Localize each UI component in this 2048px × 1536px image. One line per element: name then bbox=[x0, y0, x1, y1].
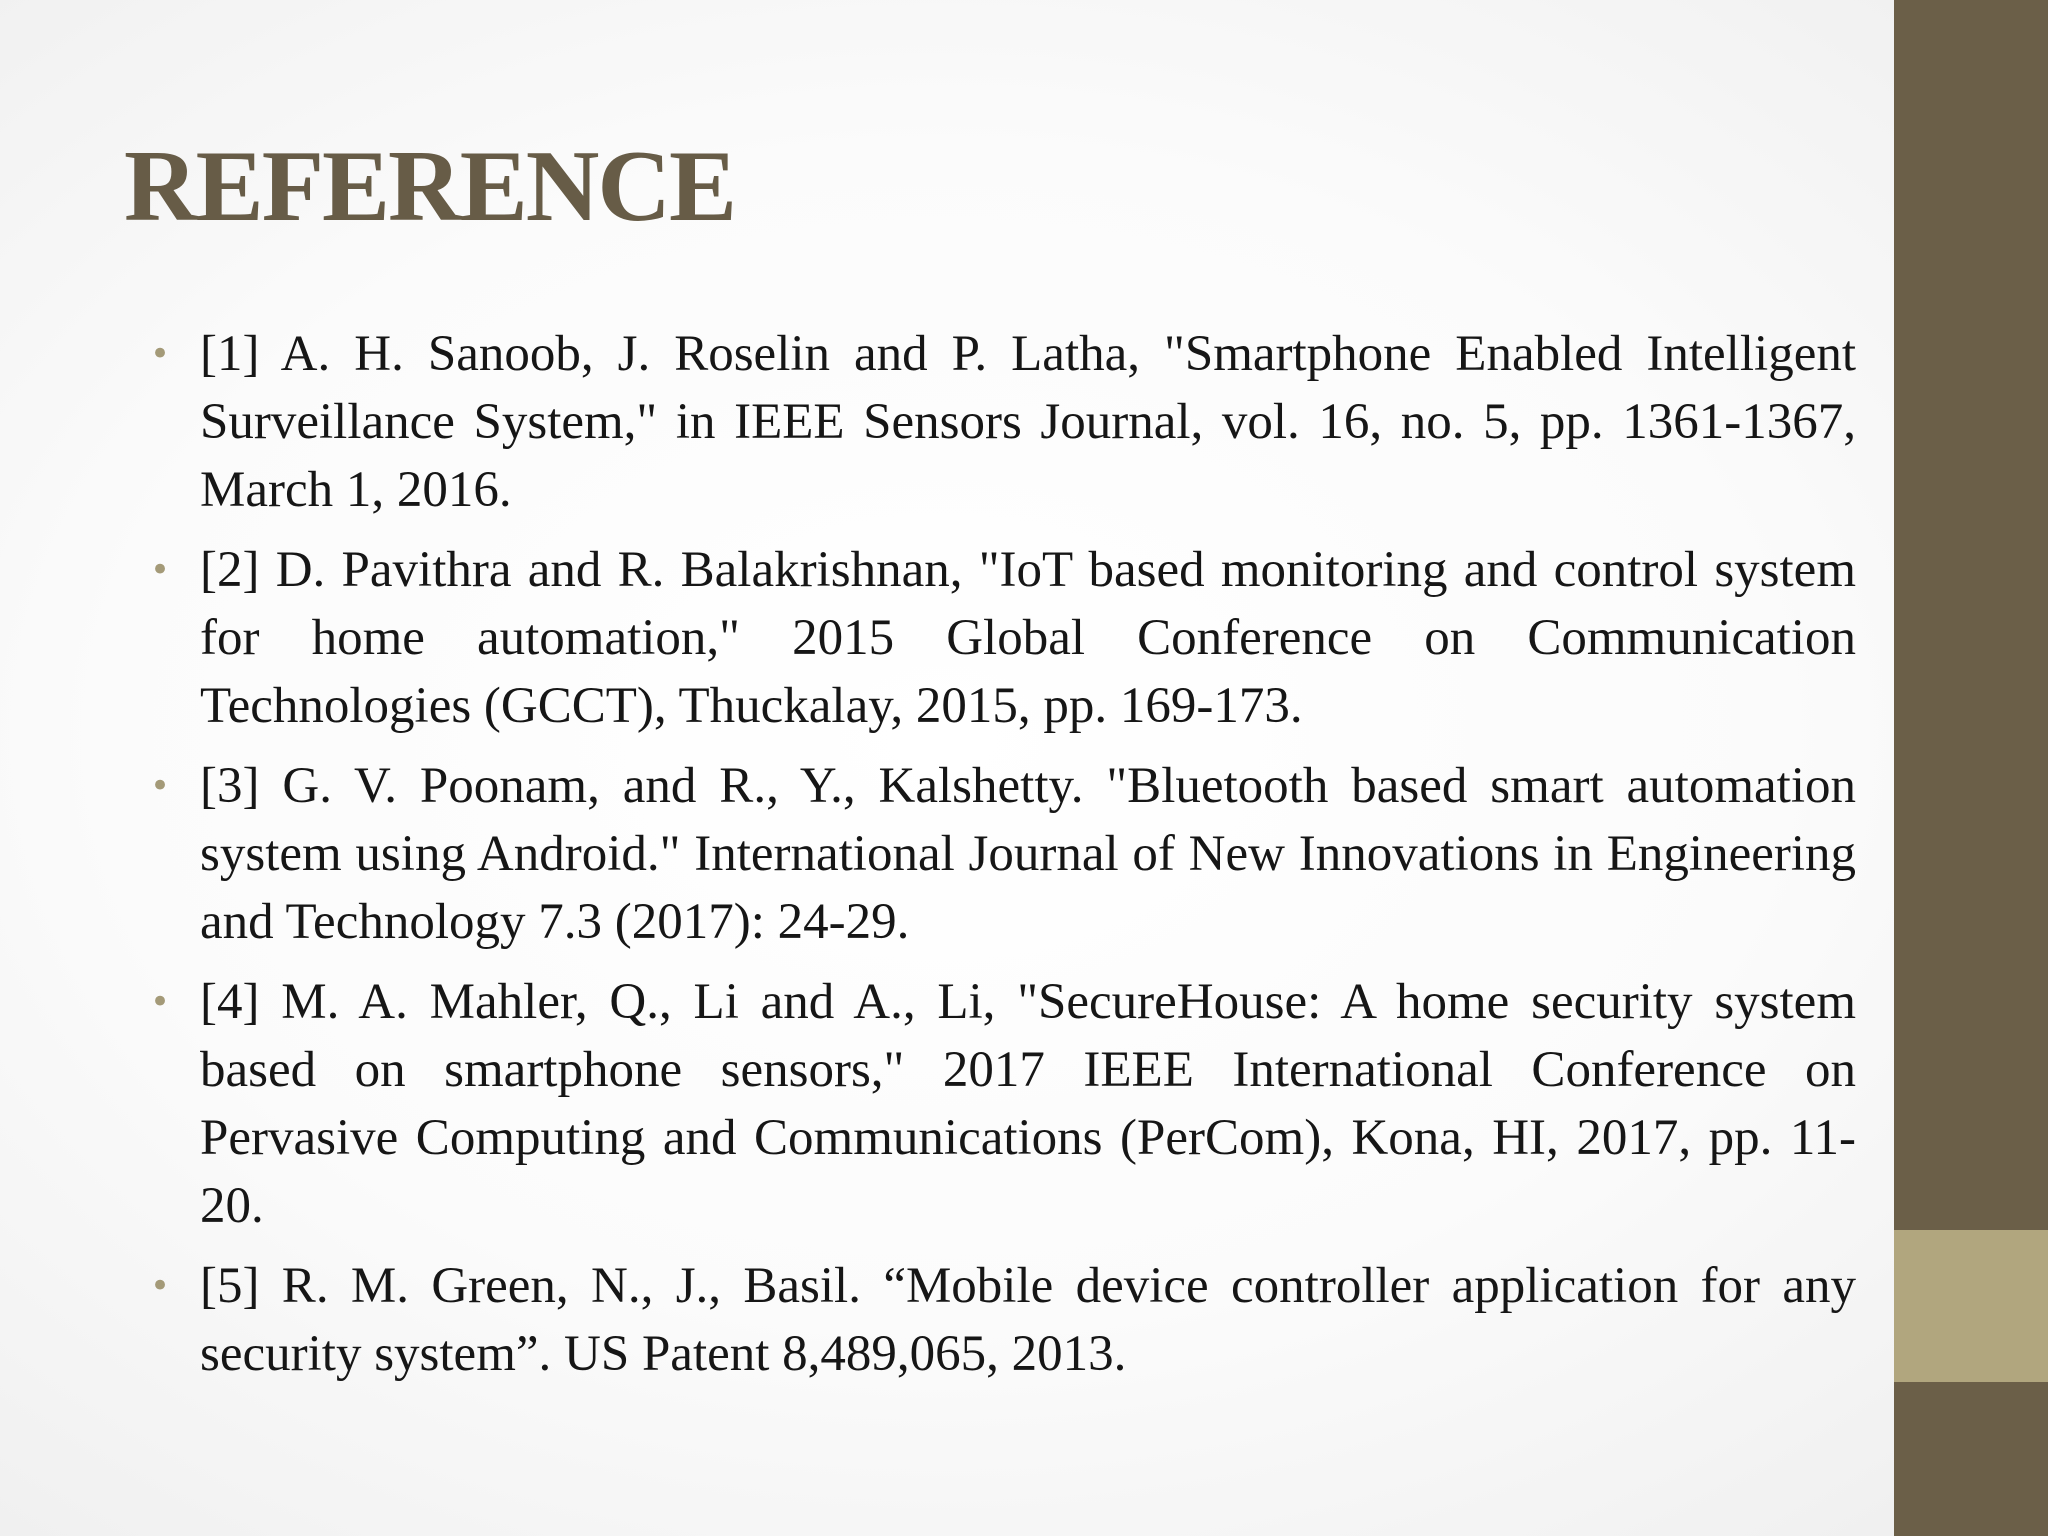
reference-text: [4] M. A. Mahler, Q., Li and A., Li, "SecureHouse: A home security system based on smartphone sensors," 2017 IEEE International Conference on Pervasive Computing and Communications (PerCom), Kona, HI, 2017, pp. 11-20. bbox=[200, 974, 1856, 1234]
reference-item bbox=[150, 320, 1856, 524]
reference-text: [3] G. V. Poonam, and R., Y., Kalshetty. "Bluetooth based smart automation system using Android." International Journal of New Innovations in Engineering and Technology 7.3 (2017): 24-29. bbox=[200, 758, 1856, 950]
bullet-icon: • bbox=[150, 550, 171, 590]
bullet-icon: • bbox=[150, 982, 171, 1022]
reference-item bbox=[150, 968, 1856, 1240]
reference-item bbox=[150, 1252, 1856, 1388]
bullet-icon: • bbox=[150, 1266, 171, 1306]
decorative-sidebar bbox=[1894, 0, 2048, 1536]
reference-text: [2] D. Pavithra and R. Balakrishnan, "IoT based monitoring and control system for home automation," 2015 Global Conference on Communication Technologies (GCCT), Thuckalay, 2015, pp. 169-173. bbox=[200, 542, 1856, 734]
bullet-icon: • bbox=[150, 766, 171, 806]
slide-title: REFERENCE bbox=[124, 130, 736, 243]
reference-text: [5] R. M. Green, N., J., Basil. “Mobile device controller application for any security system”. US Patent 8,489,065, 2013. bbox=[200, 1258, 1856, 1382]
reference-item bbox=[150, 752, 1856, 956]
reference-item bbox=[150, 536, 1856, 740]
bullet-icon: • bbox=[150, 334, 171, 374]
reference-list bbox=[150, 320, 1856, 1400]
reference-text: [1] A. H. Sanoob, J. Roselin and P. Latha, "Smartphone Enabled Intelligent Surveillance System," in IEEE Sensors Journal, vol. 16, no. 5, pp. 1361-1367, March 1, 2016. bbox=[200, 326, 1856, 518]
decorative-sidebar-accent bbox=[1894, 1230, 2048, 1382]
